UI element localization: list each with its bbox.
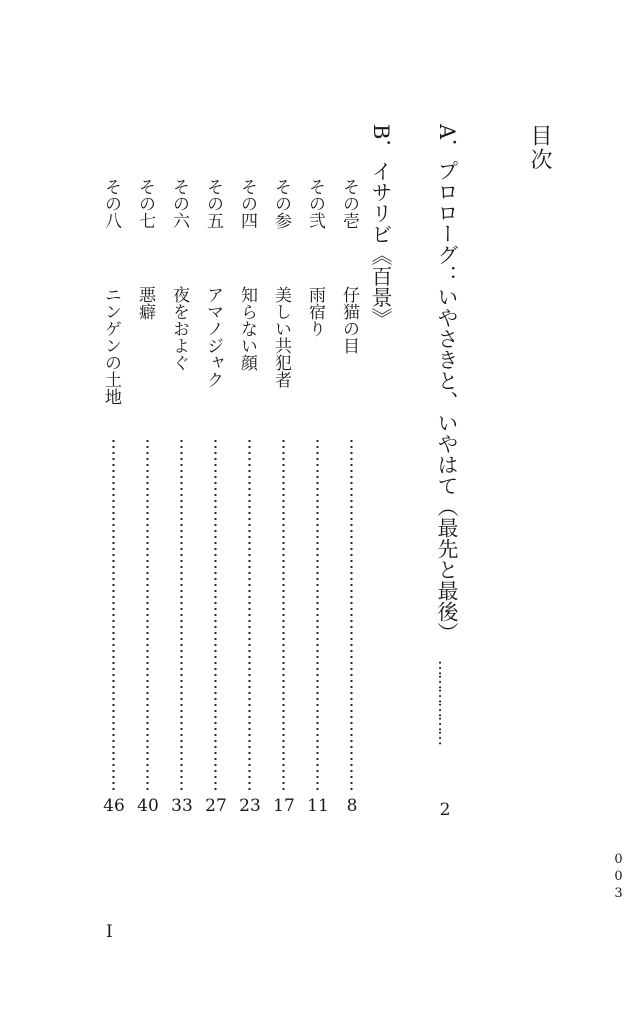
entry-page-number: 23 — [239, 796, 261, 816]
entry-a-page-number: 2 — [435, 800, 455, 820]
toc-title: 目次 — [527, 124, 552, 172]
leader-dots — [316, 438, 319, 790]
entry-label: その壱 — [339, 178, 359, 229]
entry-name: 悪癖 — [135, 286, 155, 320]
leader-dots — [112, 438, 115, 790]
roman-page-number: I — [106, 922, 113, 942]
entry-page-number: 27 — [205, 796, 227, 816]
section-b-title[interactable]: B．イサリビ《百景》 — [369, 124, 393, 329]
folio-number: 003 — [611, 852, 626, 903]
entry-page-number: 17 — [273, 796, 295, 816]
entry-page-number: 40 — [137, 796, 159, 816]
entry-a-title[interactable]: A．プロローグ：いやさきと、いやはて（最先と最後） — [435, 124, 459, 644]
entry-label: その六 — [169, 178, 189, 229]
leader-dots — [180, 438, 183, 790]
leader-dots — [350, 438, 353, 790]
entry-name: 夜をおよぐ — [169, 286, 189, 371]
entry-name: 美しい共犯者 — [271, 286, 291, 388]
entry-name: 仔猫の目 — [339, 286, 359, 354]
entry-page-number: 11 — [307, 796, 329, 816]
leader-dots — [146, 438, 149, 790]
entry-page-number: 33 — [171, 796, 193, 816]
entry-name: 雨宿り — [305, 286, 325, 337]
entry-label: その参 — [271, 178, 291, 229]
entry-name: アマノジャク — [203, 286, 223, 388]
entry-label: その七 — [135, 178, 155, 229]
entry-label: その八 — [101, 178, 121, 229]
entry-page-number: 46 — [103, 796, 125, 816]
leader-dots — [214, 438, 217, 790]
entry-label: その弐 — [305, 178, 325, 229]
leader-dots — [248, 438, 251, 790]
entry-name: ニンゲンの土地 — [101, 286, 121, 405]
leader-dots — [282, 438, 285, 790]
entry-page-number: 8 — [346, 796, 358, 816]
entry-name: 知らない顔 — [237, 286, 257, 371]
entry-label: その五 — [203, 178, 223, 229]
entry-label: その四 — [237, 178, 257, 229]
entry-a-leader-dots: ……………… — [435, 660, 454, 744]
